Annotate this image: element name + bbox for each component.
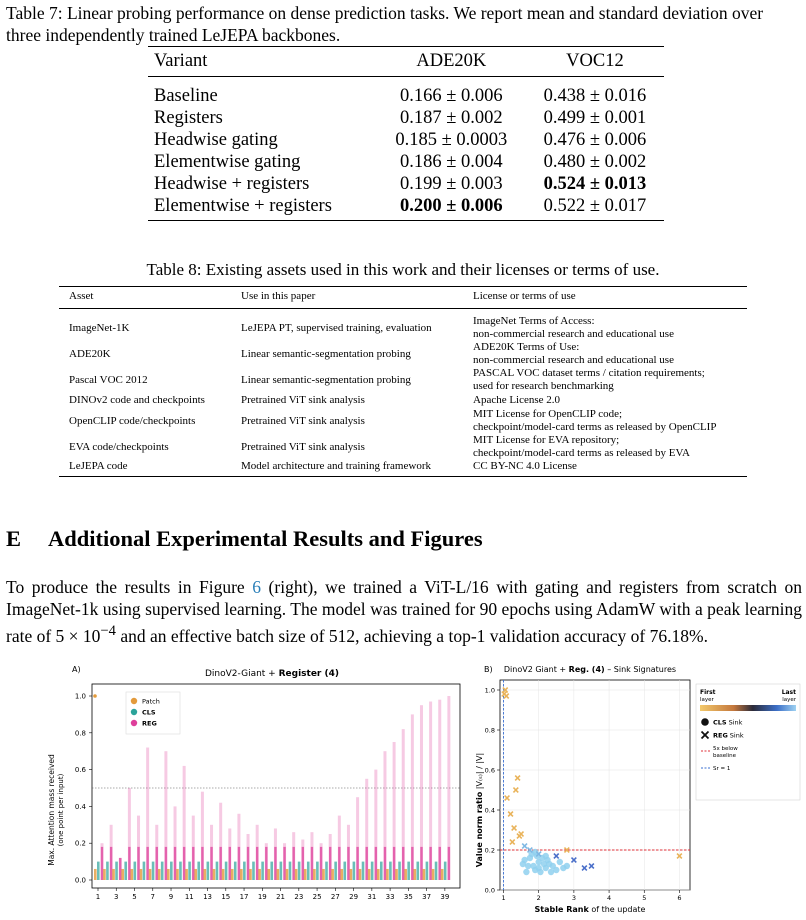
patch-mark	[340, 869, 343, 880]
cls-mark	[334, 862, 337, 880]
variant-cell: Elementwise gating	[154, 152, 301, 172]
patch-mark	[185, 869, 188, 880]
reg-mark	[174, 847, 176, 880]
license-cell: CC BY-NC 4.0 License	[463, 460, 747, 477]
patch-mark	[267, 869, 270, 880]
y-tick-label: 0.4	[484, 806, 495, 815]
patch-mark	[258, 869, 261, 880]
legend-label-reg-sink: REG Sink	[713, 731, 744, 740]
reg-point	[522, 844, 527, 849]
reg-mark	[210, 847, 212, 880]
patch-mark	[286, 869, 289, 880]
patch-mark	[249, 869, 252, 880]
cls-point	[527, 855, 533, 861]
reg-mark	[183, 847, 185, 880]
cls-mark	[270, 862, 273, 880]
patch-mark	[121, 869, 124, 880]
use-cell: Pretrained ViT sink analysis	[241, 394, 365, 406]
patch-mark	[204, 869, 207, 880]
license-cell	[463, 309, 747, 342]
x-tick-label: 2	[536, 894, 541, 902]
patch-mark	[149, 869, 152, 880]
table-row	[148, 173, 664, 195]
patch-mark	[368, 869, 371, 880]
figure-b-ylabel: Value norm ratio |V₍ₛ₎| / |V|	[475, 752, 484, 868]
variant-cell: Baseline	[154, 86, 218, 106]
license-line: MIT License for OpenCLIP code;	[473, 408, 623, 420]
ade-cell: 0.199 ± 0.003	[399, 174, 503, 194]
ade-cell: 0.187 ± 0.002	[399, 108, 503, 128]
patch-mark	[313, 869, 316, 880]
figure-a-legend	[126, 692, 180, 734]
reg-mark	[274, 847, 276, 880]
cls-mark	[106, 862, 109, 880]
cls-mark	[353, 862, 356, 880]
reg-mark	[338, 847, 340, 880]
reg-mark	[292, 847, 294, 880]
asset-cell: Pascal VOC 2012	[69, 373, 148, 386]
x-tick-label: 29	[349, 893, 359, 901]
cls-mark	[389, 862, 392, 880]
patch-mark	[350, 869, 353, 880]
x-tick-label: 6	[677, 894, 682, 902]
cls-mark	[298, 862, 301, 880]
asset-cell: EVA code/checkpoints	[69, 440, 169, 453]
table-row	[59, 460, 747, 477]
license-line: ImageNet Terms of Access:	[473, 315, 595, 327]
reg-mark	[192, 847, 194, 880]
reg-mark	[256, 847, 258, 880]
table-row	[59, 434, 747, 460]
reg-point	[515, 776, 520, 781]
reg-mark	[128, 847, 130, 880]
table-row	[59, 367, 747, 393]
para-text: and an effective batch size of 512, achieving a top-1 validation accuracy of 76.18%.	[115, 625, 708, 646]
cls-mark	[197, 862, 200, 880]
figure-ref-link[interactable]: 6	[252, 577, 261, 597]
patch-mark	[112, 869, 115, 880]
x-tick-label: 21	[276, 893, 286, 901]
cls-mark	[426, 862, 429, 880]
patch-mark	[94, 869, 97, 880]
cls-mark	[143, 862, 146, 880]
x-tick-label: 25	[312, 893, 322, 901]
table8-header-asset: Asset	[59, 287, 231, 309]
legend-marker-cls	[131, 709, 137, 715]
patch-mark	[222, 869, 225, 880]
reg-mark	[429, 847, 431, 880]
patch-mark	[441, 869, 444, 880]
cls-mark	[170, 862, 173, 880]
cls-mark	[115, 862, 118, 880]
reg-mark	[366, 847, 368, 880]
figure-b-xlabel: Stable Rank of the update	[534, 905, 646, 914]
ade-cell: 0.185 ± 0.0003	[395, 130, 508, 150]
section-number: E	[6, 526, 22, 551]
legend-label-sr: Sr = 1	[713, 766, 731, 772]
cls-mark	[444, 862, 447, 880]
reg-mark	[439, 847, 441, 880]
patch-mark	[377, 869, 380, 880]
patch-mark	[304, 869, 307, 880]
reg-point	[510, 840, 515, 845]
reg-mark	[375, 847, 377, 880]
cls-mark	[134, 862, 137, 880]
reg-point	[508, 812, 513, 817]
x-tick-label: 9	[168, 893, 174, 901]
patch-mark	[176, 869, 179, 880]
ade-cell: 0.166 ± 0.006	[399, 86, 503, 106]
patch-mark	[322, 869, 325, 880]
table7-header-variant: Variant	[148, 47, 377, 77]
reg-mark	[119, 858, 121, 880]
colorbar-last-label: Last	[781, 689, 796, 696]
table-row	[148, 129, 664, 151]
table-row	[59, 393, 747, 408]
para-exponent: −4	[100, 623, 116, 639]
cls-mark	[435, 862, 438, 880]
y-tick-label: 0.2	[74, 839, 86, 848]
y-tick-label: 0.6	[484, 766, 495, 775]
cls-mark	[380, 862, 383, 880]
svg-text:Max. Attention mass received: Max. Attention mass received	[47, 754, 56, 866]
license-line: non-commercial research and educational use	[473, 354, 674, 366]
patch-mark	[140, 869, 143, 880]
reg-mark	[420, 847, 422, 880]
panel-label-a: A)	[72, 665, 81, 674]
cls-point	[523, 869, 529, 875]
reg-point	[589, 864, 594, 869]
body-paragraph	[6, 576, 802, 647]
x-tick-label: 33	[385, 893, 395, 901]
figure-a-title: DinoV2-Giant + Register (4)	[205, 669, 339, 679]
reg-mark	[201, 847, 203, 880]
license-line: non-commercial research and educational use	[473, 328, 674, 340]
reg-mark	[283, 847, 285, 880]
use-cell: Pretrained ViT sink analysis	[241, 414, 365, 427]
cls-mark	[179, 862, 182, 880]
patch-mark	[167, 869, 170, 880]
patch-mark	[240, 869, 243, 880]
table8-header-use: Use in this paper	[231, 287, 463, 309]
reg-mark	[347, 847, 349, 880]
legend-label-reg: REG	[142, 719, 157, 728]
patch-mark	[432, 869, 435, 880]
patch-mark	[158, 869, 161, 880]
x-tick-label: 15	[221, 893, 231, 901]
cls-mark	[307, 862, 310, 880]
reg-mark	[393, 847, 395, 880]
cls-point	[536, 865, 542, 871]
figure-a-attention-mass	[20, 660, 464, 918]
patch-mark	[413, 869, 416, 880]
x-tick-label: 37	[422, 893, 432, 901]
y-tick-label: 0.0	[74, 876, 86, 885]
svg-text:(one point per input): (one point per input)	[57, 773, 65, 847]
table7-caption: Table 7: Linear probing performance on dense prediction tasks. We report mean and standard deviation over three independently trained LeJEPA backbones.	[6, 3, 764, 45]
cls-mark	[207, 862, 210, 880]
x-tick-label: 23	[294, 893, 304, 901]
patch-mark	[331, 869, 334, 880]
cls-mark	[416, 862, 419, 880]
cls-point	[548, 869, 554, 875]
x-tick-label: 1	[501, 894, 506, 902]
x-tick-label: 3	[114, 893, 119, 901]
variant-cell: Headwise + registers	[154, 174, 310, 194]
table-row	[59, 341, 747, 367]
license-line: checkpoint/model-card terms as released by OpenCLIP	[473, 421, 717, 433]
cls-mark	[398, 862, 401, 880]
license-line: used for research benchmarking	[473, 380, 614, 392]
section-title: Additional Experimental Results and Figures	[48, 526, 483, 551]
x-tick-label: 27	[330, 893, 340, 901]
cls-point	[557, 859, 563, 865]
reg-mark	[411, 847, 413, 880]
cls-point	[564, 863, 570, 869]
license-cell	[463, 367, 747, 393]
license-line: checkpoint/model-card terms as released by EVA	[473, 447, 690, 459]
cls-mark	[252, 862, 255, 880]
variant-cell: Elementwise + registers	[148, 195, 377, 221]
figure-a-ylabel	[47, 754, 65, 866]
cls-mark	[362, 862, 365, 880]
x-tick-label: 11	[184, 893, 194, 901]
x-tick-label: 19	[257, 893, 267, 901]
reg-point	[554, 854, 559, 859]
panel-label-b: B)	[484, 665, 493, 674]
cls-mark	[188, 862, 191, 880]
x-tick-label: 4	[607, 894, 612, 902]
cls-mark	[371, 862, 374, 880]
cls-mark	[225, 862, 228, 880]
license-line: ADE20K Terms of Use:	[473, 341, 580, 353]
voc-cell: 0.499 ± 0.001	[543, 108, 647, 128]
table-row	[148, 77, 664, 108]
asset-cell: OpenCLIP code/checkpoints	[69, 414, 196, 427]
cls-mark	[280, 862, 283, 880]
license-line: PASCAL VOC dataset terms / citation requirements;	[473, 367, 705, 379]
cls-mark	[289, 862, 292, 880]
legend-label-baseline2: baseline	[713, 753, 737, 759]
x-tick-label: 7	[150, 893, 156, 901]
license-cell	[463, 341, 747, 367]
cls-mark	[316, 862, 319, 880]
y-tick-label: 1.0	[484, 686, 495, 695]
cls-mark	[261, 862, 264, 880]
x-tick-label: 35	[403, 893, 413, 901]
colorbar-last-label2: layer	[782, 697, 796, 703]
cls-mark	[243, 862, 246, 880]
variant-cell: Headwise gating	[154, 130, 278, 150]
reg-mark	[247, 847, 249, 880]
use-cell: Pretrained ViT sink analysis	[241, 440, 365, 453]
variant-cell: Registers	[154, 108, 223, 128]
legend-marker-cls-sink	[701, 718, 709, 726]
table-row	[148, 107, 664, 129]
para-text: To produce the results in Figure	[6, 577, 253, 597]
reg-mark	[302, 847, 304, 880]
reg-point	[513, 788, 518, 793]
voc-cell: 0.476 ± 0.006	[543, 130, 647, 150]
cls-mark	[343, 862, 346, 880]
patch-mark	[194, 869, 197, 880]
y-tick-label: 0.6	[74, 766, 86, 775]
asset-cell: DINOv2 code and checkpoints	[69, 394, 205, 406]
layer-colorbar	[700, 705, 796, 711]
reg-mark	[110, 847, 112, 880]
table8-header-license: License or terms of use	[463, 287, 747, 309]
x-tick-label: 5	[132, 893, 137, 901]
x-tick-label: 17	[239, 893, 249, 901]
colorbar-first-label2: layer	[700, 697, 714, 703]
reg-point	[582, 866, 587, 871]
cls-point	[520, 861, 526, 867]
legend-label-patch: Patch	[142, 697, 160, 706]
table-row	[148, 151, 664, 173]
reg-mark	[356, 847, 358, 880]
reg-mark	[165, 847, 167, 880]
table-row	[59, 408, 747, 434]
y-tick-label: 0.8	[74, 729, 86, 738]
cls-mark	[325, 862, 328, 880]
table-row	[148, 195, 664, 221]
reg-mark	[402, 847, 404, 880]
table7-header-row	[148, 47, 664, 77]
reg-mark	[265, 847, 267, 880]
cls-point	[543, 853, 549, 859]
cls-mark	[152, 862, 155, 880]
legend-label-baseline: 5x below	[713, 746, 738, 752]
ade-cell: 0.186 ± 0.004	[399, 152, 503, 172]
y-tick-label: 0.8	[484, 726, 495, 735]
cls-mark	[161, 862, 164, 880]
use-cell: Linear semantic-segmentation probing	[241, 373, 411, 386]
patch-mark	[213, 869, 216, 880]
voc-cell-best: 0.524 ± 0.013	[543, 174, 647, 194]
license-cell: Apache License 2.0	[473, 394, 561, 406]
reg-mark	[238, 847, 240, 880]
reg-mark	[311, 847, 313, 880]
x-tick-label: 31	[367, 893, 377, 901]
patch-mark	[103, 869, 106, 880]
voc-cell: 0.438 ± 0.016	[543, 86, 647, 106]
reg-mark	[448, 847, 450, 880]
ade-cell-best: 0.200 ± 0.006	[377, 195, 526, 221]
reg-point	[519, 832, 524, 837]
cls-mark	[124, 862, 127, 880]
voc-cell: 0.522 ± 0.017	[526, 195, 664, 221]
reg-mark	[146, 847, 148, 880]
table-row	[59, 309, 747, 342]
patch-mark	[359, 869, 362, 880]
use-cell: LeJEPA PT, supervised training, evaluation	[241, 321, 432, 334]
patch-mark	[395, 869, 398, 880]
cls-mark	[97, 862, 100, 880]
x-tick-label: 1	[95, 893, 101, 901]
cls-mark	[234, 862, 237, 880]
license-cell	[463, 408, 747, 434]
patch-mark	[423, 869, 426, 880]
legend-marker-reg	[131, 720, 137, 726]
reg-mark	[384, 847, 386, 880]
reg-mark	[156, 847, 158, 880]
y-tick-label: 0.4	[74, 802, 86, 811]
use-cell: Model architecture and training framework	[231, 460, 463, 477]
x-tick-label: 39	[440, 893, 450, 901]
para-text: (right), we trained a ViT-L/16 with gating and registers from scratch on ImageNet-1k using supervised learning. The model was trained for 90 epochs using AdamW with a peak learning rate of 5 × 10	[6, 577, 802, 646]
reg-mark	[219, 847, 221, 880]
y-tick-label: 1.0	[74, 692, 86, 701]
colorbar-first-label: First	[700, 689, 716, 696]
legend-label-cls: CLS	[142, 708, 156, 717]
reg-mark	[229, 847, 231, 880]
patch-mark	[386, 869, 389, 880]
table8-header-row	[59, 287, 747, 309]
figure-b-legend	[696, 684, 800, 800]
cls-mark	[407, 862, 410, 880]
patch-mark	[131, 869, 134, 880]
voc-cell: 0.480 ± 0.002	[543, 152, 647, 172]
table8	[59, 286, 747, 477]
license-line: MIT License for EVA repository;	[473, 434, 620, 446]
cls-mark	[216, 862, 219, 880]
patch-mark	[277, 869, 280, 880]
x-tick-label: 13	[203, 893, 212, 901]
patch-mark	[404, 869, 407, 880]
table8-caption: Table 8: Existing assets used in this work and their licenses or terms of use.	[146, 260, 660, 279]
reg-mark	[101, 847, 103, 880]
asset-cell: LeJEPA code	[59, 460, 231, 477]
license-cell	[463, 434, 747, 460]
table7-header-voc: VOC12	[526, 47, 664, 77]
y-tick-label: 0.2	[484, 846, 495, 855]
y-tick-label: 0.0	[484, 886, 495, 895]
reg-mark	[320, 847, 322, 880]
reg-mark	[329, 847, 331, 880]
x-tick-label: 3	[571, 894, 576, 902]
legend-marker-patch	[131, 698, 137, 704]
patch-mark	[295, 869, 298, 880]
figure-b-title: DinoV2 Giant + Reg. (4) – Sink Signatures	[503, 665, 677, 674]
reg-mark	[137, 847, 139, 880]
use-cell: Linear semantic-segmentation probing	[241, 347, 411, 360]
patch-mark	[93, 694, 97, 698]
section-heading	[6, 526, 483, 552]
reg-point	[512, 826, 517, 831]
table7	[148, 46, 664, 221]
x-tick-label: 5	[642, 894, 647, 902]
legend-label-cls-sink: CLS Sink	[713, 718, 743, 727]
asset-cell: ADE20K	[69, 347, 111, 360]
reg-point	[504, 694, 509, 699]
patch-mark	[231, 869, 234, 880]
reg-point	[505, 796, 510, 801]
table7-header-ade: ADE20K	[377, 47, 526, 77]
figure-b-sink-signatures	[470, 660, 804, 918]
asset-cell: ImageNet-1K	[69, 321, 130, 334]
